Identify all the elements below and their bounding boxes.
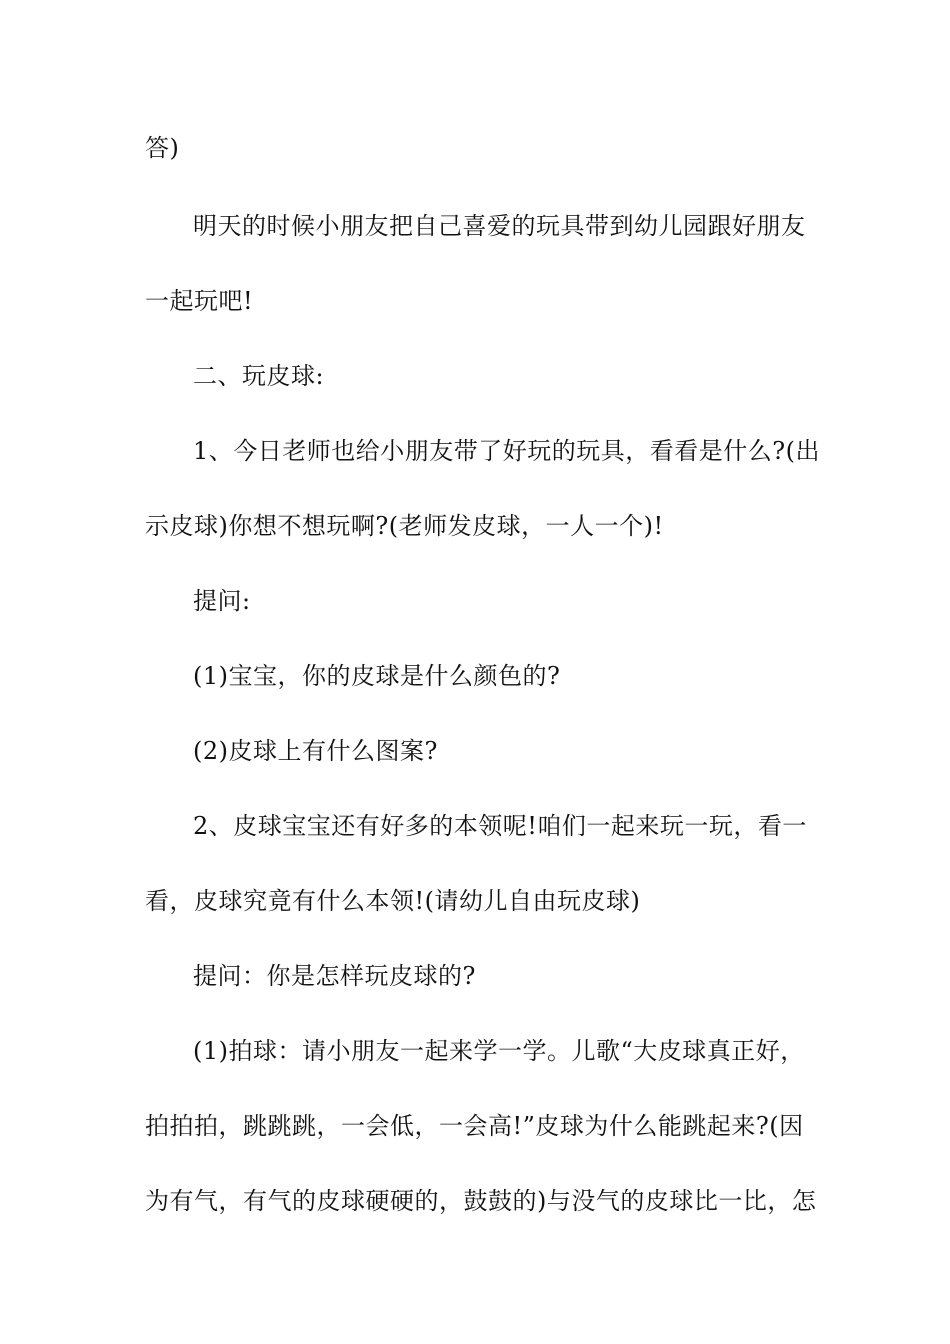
text-line-6: 示皮球)你想不想玩啊?(老师发皮球，一人一个)! [145,512,664,540]
text-line-14: 拍拍拍，跳跳跳，一会低，一会高!”皮球为什么能跳起来?(因 [145,1112,804,1140]
text-line-2: 明天的时候小朋友把自己喜爱的玩具带到幼儿园跟好朋友 [193,212,806,240]
text-line-12: 提问：你是怎样玩皮球的? [193,962,476,990]
text-line-7: 提问: [193,587,251,615]
text-line-13: (1)拍球：请小朋友一起来学一学。儿歌“大皮球真正好， [193,1037,805,1065]
section-heading: 二、玩皮球: [193,362,325,390]
text-line-3: 一起玩吧! [145,287,254,315]
text-line-5: 1、今日老师也给小朋友带了好玩的玩具，看看是什么?(出 [193,437,820,465]
text-line-15: 为有气，有气的皮球硬硬的，鼓鼓的)与没气的皮球比一比，怎 [145,1187,817,1215]
text-line-10: 2、皮球宝宝还有好多的本领呢!咱们一起来玩一玩，看一 [193,812,807,840]
text-line-11: 看，皮球究竟有什么本领!(请幼儿自由玩皮球) [145,887,641,915]
text-line-1: 答) [145,134,180,162]
text-line-9: (2)皮球上有什么图案? [193,737,438,765]
text-line-8: (1)宝宝，你的皮球是什么颜色的? [193,662,561,690]
